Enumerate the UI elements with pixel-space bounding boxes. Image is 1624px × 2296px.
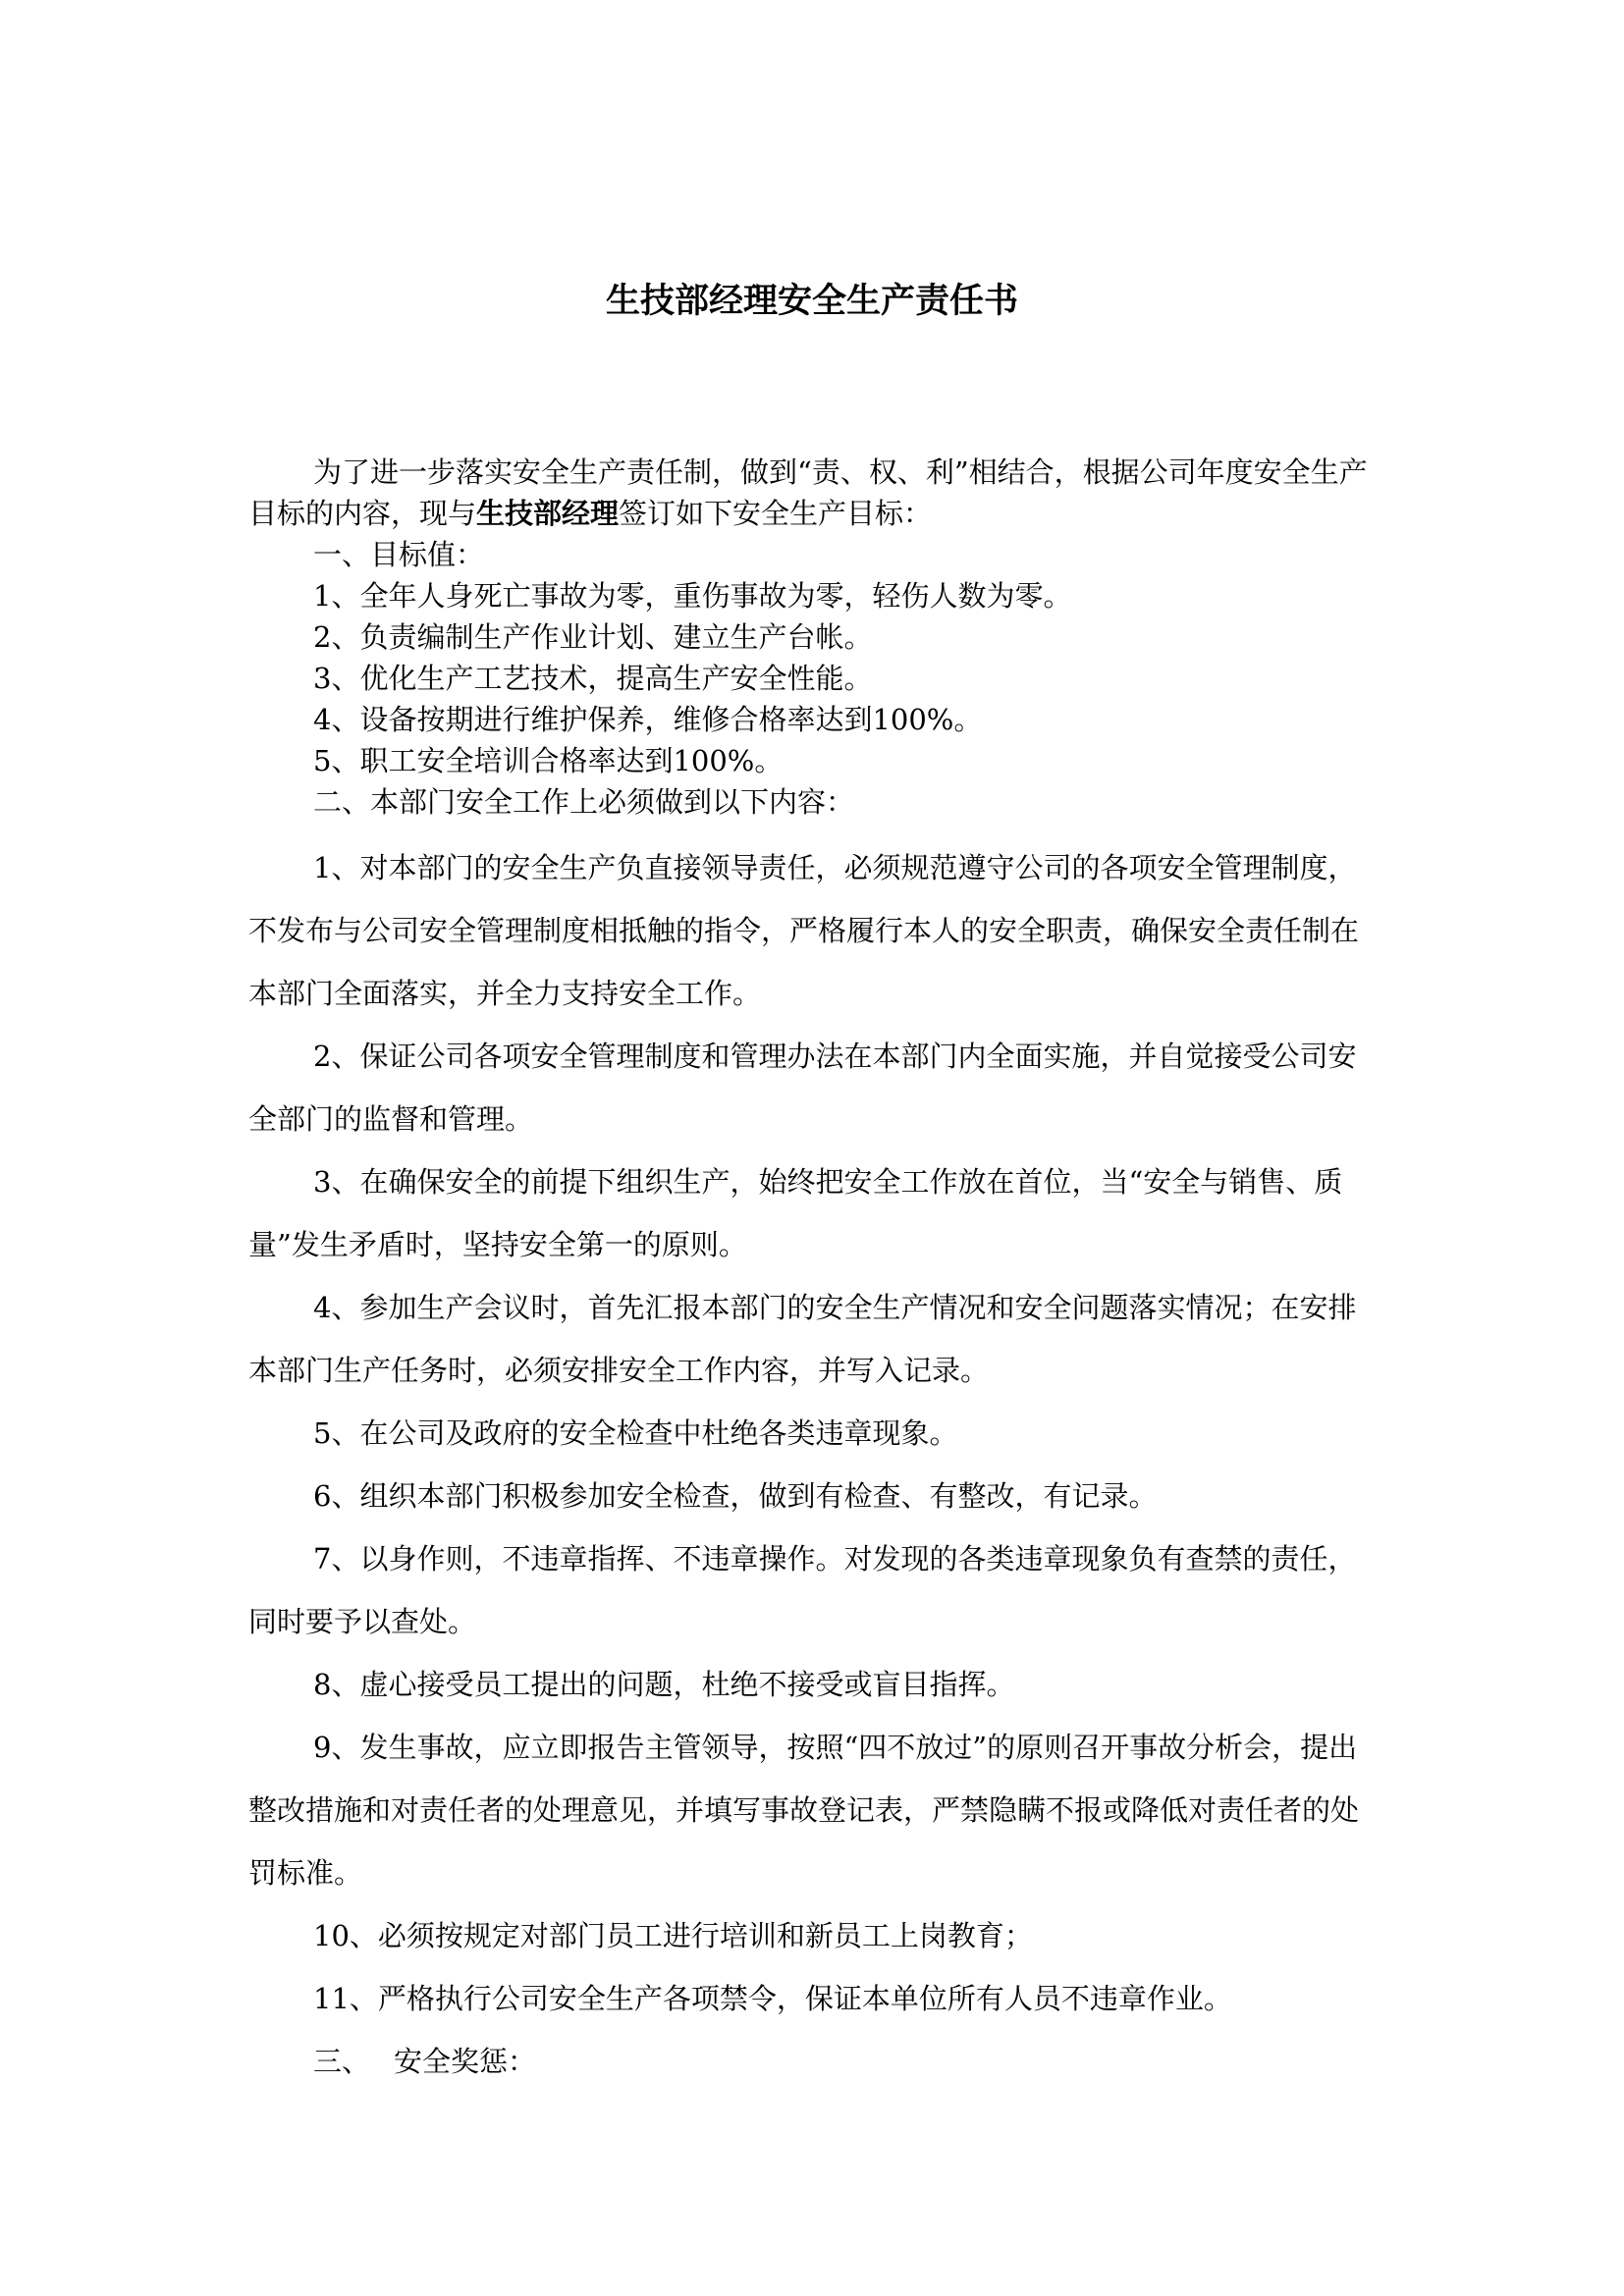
duty-item: 4、参加生产会议时，首先汇报本部门的安全生产情况和安全问题落实情况；在安排本部门生产任务时，必须安排安全工作内容，并写入记录。 (248, 1291, 1357, 1387)
intro-paragraph (248, 452, 1382, 534)
duty-item: 8、虚心接受员工提出的问题，杜绝不接受或盲目指挥。 (313, 1668, 1015, 1701)
target-item: 1、全年人身死亡事故为零，重伤事故为零，轻伤人数为零。 (313, 579, 1072, 613)
section-1-heading: 一、目标值： (313, 538, 485, 571)
duty-item: 3、在确保安全的前提下组织生产，始终把安全工作放在首位，当“安全与销售、质量”发生矛盾时，坚持安全第一的原则。 (248, 1165, 1343, 1261)
section-3-title: 安全奖惩： (394, 2045, 537, 2078)
duty-item: 10、必须按规定对部门员工进行培训和新员工上岗教育； (313, 1919, 1033, 1952)
intro-text-before: 为了进一步落实安全生产责任制，做到“责、权、利”相结合，根据公司年度安全生产目标的内容，现与 (248, 455, 1368, 530)
target-item: 3、优化生产工艺技术，提高生产安全性能。 (313, 662, 873, 695)
intro-text-after: 签订如下安全生产目标： (619, 497, 933, 530)
duty-item: 9、发生事故，应立即报告主管领导，按照“四不放过”的原则召开事故分析会，提出整改措施和对责任者的处理意见，并填写事故登记表，严禁隐瞒不报或降低对责任者的处罚标准。 (248, 1731, 1360, 1890)
duty-item: 1、对本部门的安全生产负直接领导责任，必须规范遵守公司的各项安全管理制度，不发布与公司安全管理制度相抵触的指令，严格履行本人的安全职责，确保安全责任制在本部门全面落实，并全力支持安全工作。 (248, 851, 1360, 1010)
document-body (248, 452, 1382, 2093)
duty-item: 2、保证公司各项安全管理制度和管理办法在本部门内全面实施，并自觉接受公司安全部门的监督和管理。 (248, 1040, 1357, 1136)
duty-list (248, 836, 1382, 2030)
section-2-heading: 二、本部门安全工作上必须做到以下内容： (313, 785, 855, 819)
target-item: 5、职工安全培训合格率达到100%。 (313, 744, 784, 777)
target-item: 2、负责编制生产作业计划、建立生产台帐。 (313, 620, 873, 654)
duty-item: 7、以身作则，不违章指挥、不违章操作。对发现的各类违章现象负有查禁的责任，同时要予以查处。 (248, 1542, 1357, 1638)
intro-party-name: 生技部经理 (476, 497, 620, 530)
document-title: 生技部经理安全生产责任书 (605, 282, 1018, 321)
duty-item: 6、组织本部门积极参加安全检查，做到有检查、有整改，有记录。 (313, 1479, 1158, 1513)
duty-item: 5、在公司及政府的安全检查中杜绝各类违章现象。 (313, 1416, 958, 1450)
section-3-heading (248, 2030, 1382, 2093)
duty-item: 11、严格执行公司安全生产各项禁令，保证本单位所有人员不违章作业。 (313, 1982, 1232, 2015)
section-3-number: 三、 (313, 2045, 371, 2078)
target-item: 4、设备按期进行维护保养，维修合格率达到100%。 (313, 703, 983, 736)
